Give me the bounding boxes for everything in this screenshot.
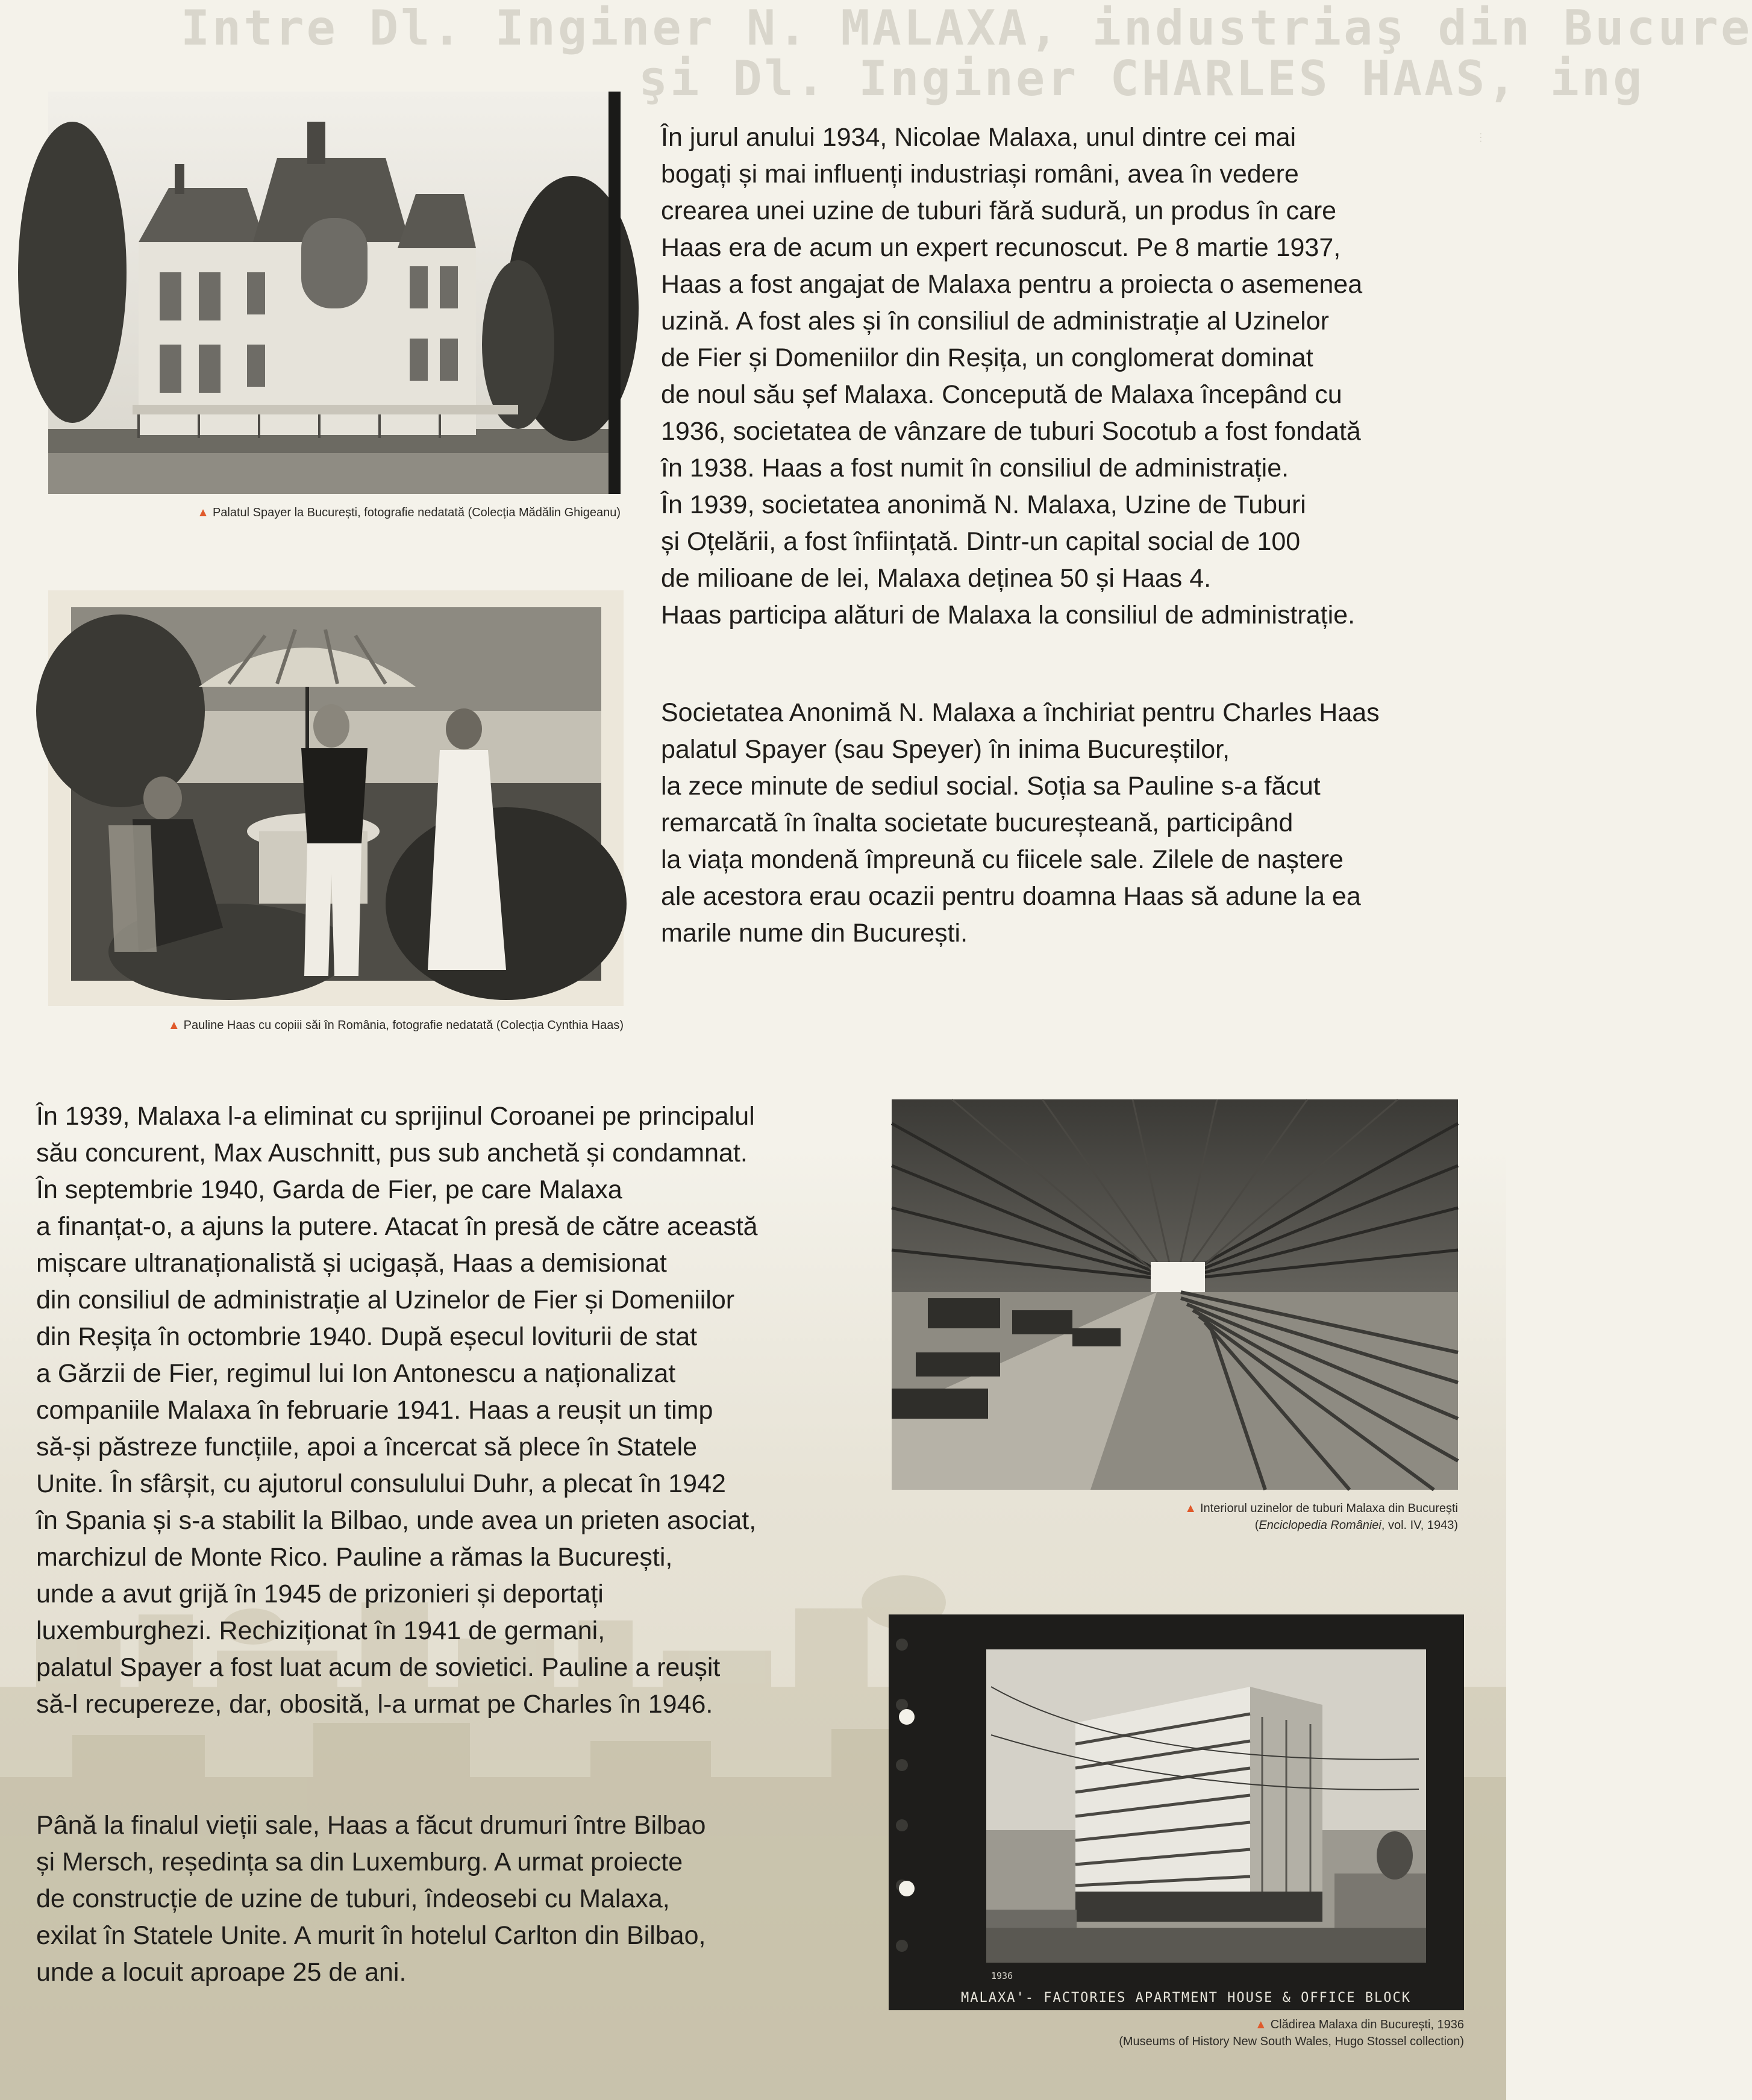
paragraph-line: uzină. A fost ales și în consiliul de administrație al Uzinelor bbox=[661, 307, 1329, 336]
paragraph-line: din Reșița în octombrie 1940. După eșecul loviturii de stat bbox=[36, 1322, 698, 1351]
paragraph-line: Unite. În sfârșit, cu ajutorul consulului Duhr, a plecat în 1942 bbox=[36, 1469, 726, 1498]
paragraph-line: a finanțat-o, a ajuns la putere. Atacat în presă de către această bbox=[36, 1212, 758, 1241]
paragraph-line: În 1939, societatea anonimă N. Malaxa, Uzine de Tuburi bbox=[661, 490, 1306, 519]
caption-photo-malaxa-building bbox=[889, 2016, 1464, 2050]
paragraph-line: să-l recupereze, dar, obosită, l-a urmat pe Charles în 1946. bbox=[36, 1690, 713, 1719]
paragraph-line: marchizul de Monte Rico. Pauline a rămas la București, bbox=[36, 1543, 673, 1572]
caption-source-details: , vol. IV, 1943) bbox=[1381, 1519, 1458, 1532]
paragraph-line: palatul Spayer (sau Speyer) în inima Bucureștilor, bbox=[661, 735, 1230, 764]
paragraph-line: mișcare ultranaționalistă și ucigașă, Haas a demisionat bbox=[36, 1249, 667, 1278]
paragraph-line: companiile Malaxa în februarie 1941. Haas a reușit un timp bbox=[36, 1396, 713, 1425]
paragraph-line: în 1938. Haas a fost numit în consiliul de administrație. bbox=[661, 454, 1289, 483]
caption-photo-palatul-spayer bbox=[48, 504, 621, 521]
caption-photo-factory-interior: ▲ Interiorul uzinelor de tuburi Malaxa din București (Enciclopedia României, vol. IV, 1943) bbox=[1184, 1502, 1458, 1532]
caption-marker-icon: ▲ bbox=[1254, 2018, 1267, 2031]
paragraph-line: marile nume din București. bbox=[661, 919, 968, 948]
paragraph-line: la viața mondenă împreună cu fiicele sale. Zilele de naștere bbox=[661, 845, 1344, 874]
paragraph-line: 1936, societatea de vânzare de tuburi Socotub a fost fondată bbox=[661, 417, 1361, 446]
paragraph-line: în Spania și s-a stabilit la Bilbao, unde avea un prieten asociat, bbox=[36, 1506, 757, 1535]
paragraph-line: Haas a fost angajat de Malaxa pentru a proiecta o asemenea bbox=[661, 270, 1363, 299]
paragraph-palatul-spayer-society bbox=[661, 695, 1380, 952]
caption-text-line2: (Museums of History New South Wales, Hugo Stossel collection) bbox=[1119, 2035, 1464, 2048]
paragraph-line: În septembrie 1940, Garda de Fier, pe care Malaxa bbox=[36, 1175, 622, 1204]
photo-handwritten-inscription: MALAXA'- FACTORIES APARTMENT HOUSE & OFFICE BLOCK bbox=[961, 1990, 1412, 2005]
caption-text-line1: Clădirea Malaxa din București, 1936 bbox=[1270, 2018, 1464, 2031]
paragraph-line: unde a avut grijă în 1945 de prizonieri și deportați bbox=[36, 1580, 604, 1608]
faded-document-header-line-2: şi Dl. Inginer CHARLES HAAS, ing bbox=[639, 51, 1645, 107]
photo-year-inscription: 1936 bbox=[991, 1970, 1013, 1981]
paragraph-line: său concurent, Max Auschnitt, pus sub anchetă și condamnat. bbox=[36, 1139, 748, 1167]
side-credit: ... bbox=[1478, 133, 1488, 144]
paragraph-line: la zece minute de sediul social. Soția sa Pauline s-a făcut bbox=[661, 772, 1321, 801]
caption-marker-icon: ▲ bbox=[197, 506, 209, 519]
photo-pauline-haas-family bbox=[48, 590, 624, 1006]
paragraph-line: luxemburghezi. Rechiziționat în 1941 de germani, bbox=[36, 1616, 605, 1645]
paragraph-line: crearea unei uzine de tuburi fără sudură, un produs în care bbox=[661, 196, 1337, 225]
photo-malaxa-factory-interior bbox=[892, 1099, 1458, 1490]
paragraph-line: Societatea Anonimă N. Malaxa a închiriat pentru Charles Haas bbox=[661, 698, 1380, 727]
paragraph-line: și Mersch, reședința sa din Luxemburg. A urmat proiecte bbox=[36, 1848, 683, 1877]
caption-text-line1: Interiorul uzinelor de tuburi Malaxa din București bbox=[1200, 1502, 1458, 1515]
paragraph-line: de Fier și Domeniilor din Reșița, un conglomerat dominat bbox=[661, 343, 1313, 372]
paragraph-line: Haas participa alături de Malaxa la consiliul de administrație. bbox=[661, 601, 1356, 630]
caption-marker-icon: ▲ bbox=[1184, 1502, 1197, 1515]
paragraph-line: de milioane de lei, Malaxa deținea 50 și Haas 4. bbox=[661, 564, 1212, 593]
caption-photo-pauline-haas bbox=[48, 1017, 624, 1034]
caption-marker-icon: ▲ bbox=[167, 1019, 180, 1032]
paragraph-line: Până la finalul vieții sale, Haas a făcut drumuri între Bilbao bbox=[36, 1811, 706, 1840]
faded-document-header-line-1: Intre Dl. Inginer N. MALAXA, industriaş din Bucure bbox=[181, 0, 1752, 56]
paragraph-line: și Oțelării, a fost înființată. Dintr-un capital social de 100 bbox=[661, 527, 1301, 556]
photo-palatul-spayer bbox=[48, 92, 621, 494]
paragraph-line: de construcție de uzine de tuburi, îndeosebi cu Malaxa, bbox=[36, 1884, 670, 1913]
paragraph-line: remarcată în înalta societate bucureșteană, participând bbox=[661, 808, 1294, 837]
photo-malaxa-building-album-page bbox=[889, 1614, 1464, 2010]
paragraph-line: să-și păstreze funcțiile, apoi a încercat să plece în Statele bbox=[36, 1433, 698, 1461]
paragraph-line: În jurul anului 1934, Nicolae Malaxa, unul dintre cei mai bbox=[661, 123, 1297, 152]
paragraph-line: de noul său șef Malaxa. Concepută de Malaxa începând cu bbox=[661, 380, 1342, 409]
paragraph-line: Haas era de acum un expert recunoscut. Pe 8 martie 1937, bbox=[661, 233, 1341, 262]
paragraph-line: din consiliul de administrație al Uzinelor de Fier și Domeniilor bbox=[36, 1286, 735, 1314]
paragraph-malaxa-haas-1934-1939 bbox=[661, 119, 1362, 634]
paragraph-final-years bbox=[36, 1807, 705, 1991]
paragraph-line: palatul Spayer a fost luat acum de sovietici. Pauline a reușit bbox=[36, 1653, 721, 1682]
paragraph-line: exilat în Statele Unite. A murit în hotelul Carlton din Bilbao, bbox=[36, 1921, 706, 1950]
caption-text: Pauline Haas cu copiii săi în România, fotografie nedatată (Colecția Cynthia Haas) bbox=[183, 1019, 624, 1032]
paragraph-line: a Gărzii de Fier, regimul lui Ion Antonescu a naționalizat bbox=[36, 1359, 676, 1388]
paragraph-line: bogați și mai influenți industriași români, avea în vedere bbox=[661, 160, 1299, 189]
paragraph-line: În 1939, Malaxa l-a eliminat cu sprijinul Coroanei pe principalul bbox=[36, 1102, 755, 1131]
caption-text: Palatul Spayer la București, fotografie nedatată (Colecția Mădălin Ghigeanu) bbox=[212, 506, 621, 519]
paragraph-line: unde a locuit aproape 25 de ani. bbox=[36, 1958, 407, 1987]
paragraph-1939-1946-events bbox=[36, 1098, 758, 1723]
paragraph-line: ale acestora erau ocazii pentru doamna Haas să adune la ea bbox=[661, 882, 1361, 911]
caption-source-title: Enciclopedia României bbox=[1259, 1519, 1381, 1532]
